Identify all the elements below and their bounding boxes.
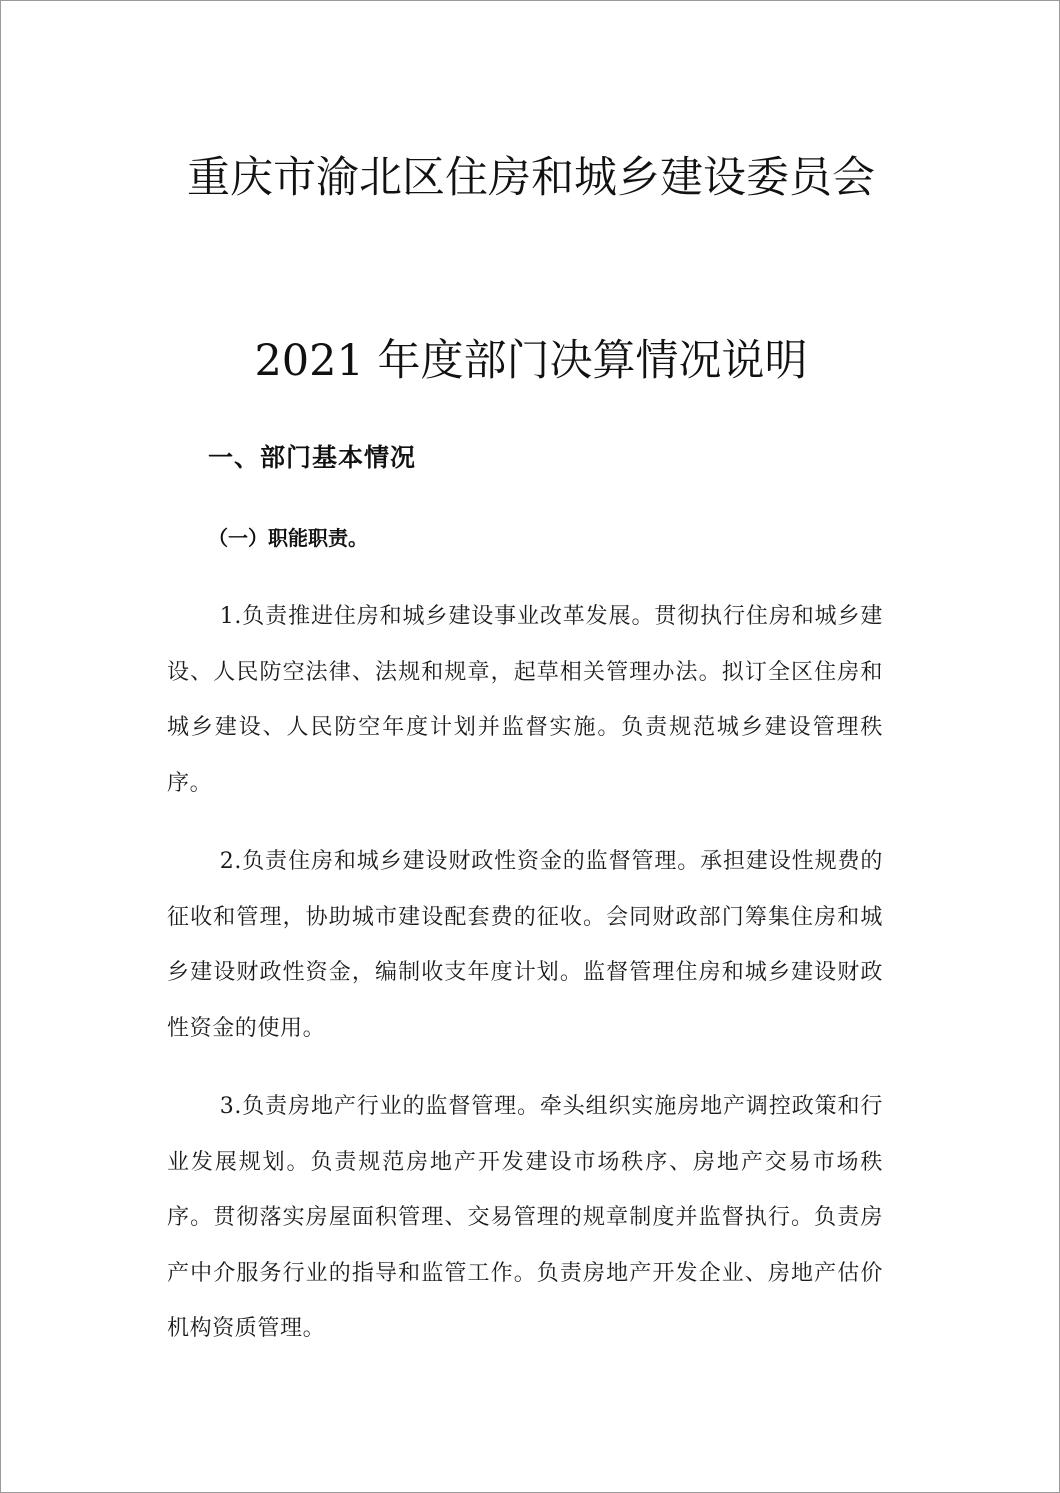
document-subtitle: 2021 年度部门决算情况说明: [254, 336, 808, 386]
paragraph-3: 3.负责房地产行业的监督管理。牵头组织实施房地产调控政策和行业发展规划。负责规范房地产开发建设市场秩序、房地产交易市场秩序。贯彻落实房屋面积管理、交易管理的规章制度并监督执行。负责房产中介服务行业的指导和监管工作。负责房地产开发企业、房地产估价机构资质管理。: [167, 1094, 883, 1341]
section-heading: 一、部门基本情况: [208, 443, 417, 472]
paragraph-2: 2.负责住房和城乡建设财政性资金的监督管理。承担建设性规费的征收和管理，协助城市建设配套费的征收。会同财政部门筹集住房和城乡建设财政性资金，编制收支年度计划。监督管理住房和城乡建设财政性资金的使用。: [167, 849, 883, 1041]
paragraph-1: 1.负责推进住房和城乡建设事业改革发展。贯彻执行住房和城乡建设、人民防空法律、法规和规章，起草相关管理办法。拟订全区住房和城乡建设、人民防空年度计划并监督实施。负责规范城乡建设管理秩序。: [167, 604, 883, 796]
subsection-heading: （一）职能职责。: [208, 526, 368, 550]
document-title: 重庆市渝北区住房和城乡建设委员会: [187, 153, 875, 203]
